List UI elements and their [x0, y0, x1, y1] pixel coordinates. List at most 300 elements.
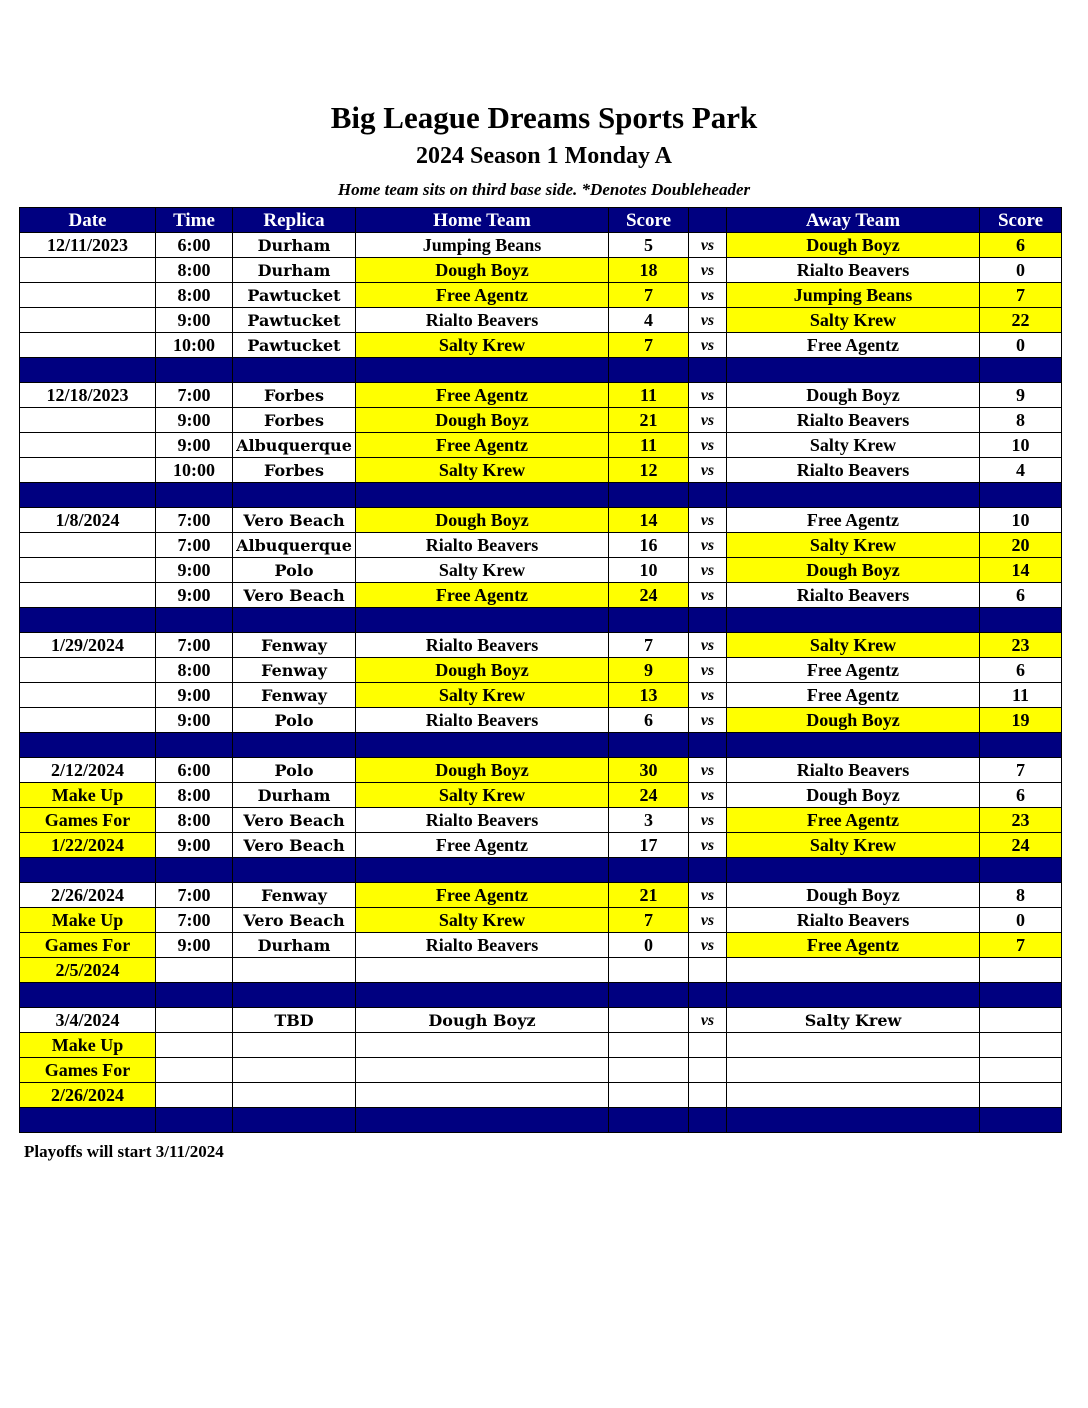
time-cell: 8:00: [156, 283, 233, 308]
separator-cell: [20, 858, 156, 883]
away-team-cell: Rialto Beavers: [727, 258, 980, 283]
away-score-cell: 10: [980, 508, 1062, 533]
separator-cell: [156, 358, 233, 383]
separator-cell: [980, 358, 1062, 383]
away-score-cell: 7: [980, 933, 1062, 958]
home-score-cell: [609, 1083, 689, 1108]
game-row: [20, 1058, 1062, 1083]
home-team-cell: Free Agentz: [356, 283, 609, 308]
time-cell: 9:00: [156, 308, 233, 333]
away-score-cell: 6: [980, 658, 1062, 683]
date-cell: [20, 658, 156, 683]
vs-cell: vs: [689, 283, 727, 308]
date-cell: [20, 308, 156, 333]
game-row: [20, 408, 1062, 433]
time-cell: 6:00: [156, 758, 233, 783]
home-score-cell: 13: [609, 683, 689, 708]
col-header-away-score: Score: [980, 208, 1062, 233]
replica-cell: Vero Beach: [233, 508, 356, 533]
away-team-cell: Salty Krew: [727, 833, 980, 858]
away-team-cell: Rialto Beavers: [727, 908, 980, 933]
away-team-cell: Free Agentz: [727, 808, 980, 833]
game-row: [20, 233, 1062, 258]
separator-cell: [980, 608, 1062, 633]
away-score-cell: 22: [980, 308, 1062, 333]
date-cell: [20, 433, 156, 458]
home-team-cell: [356, 1033, 609, 1058]
game-row: [20, 908, 1062, 933]
away-team-cell: [727, 958, 980, 983]
away-score-cell: 14: [980, 558, 1062, 583]
date-cell: Games For: [20, 808, 156, 833]
replica-cell: Polo: [233, 758, 356, 783]
separator-cell: [609, 858, 689, 883]
game-row: [20, 433, 1062, 458]
separator-cell: [689, 983, 727, 1008]
replica-cell: Fenway: [233, 633, 356, 658]
replica-cell: Forbes: [233, 408, 356, 433]
home-score-cell: 7: [609, 283, 689, 308]
vs-cell: vs: [689, 658, 727, 683]
time-cell: 8:00: [156, 258, 233, 283]
date-cell: 2/12/2024: [20, 758, 156, 783]
date-cell: 2/26/2024: [20, 883, 156, 908]
home-score-cell: 3: [609, 808, 689, 833]
date-cell: Games For: [20, 1058, 156, 1083]
home-score-cell: [609, 1058, 689, 1083]
date-cell: [20, 283, 156, 308]
replica-cell: Durham: [233, 258, 356, 283]
time-cell: 8:00: [156, 783, 233, 808]
separator-cell: [356, 608, 609, 633]
game-row: [20, 283, 1062, 308]
home-score-cell: 14: [609, 508, 689, 533]
schedule-body: [20, 233, 1062, 1133]
home-team-cell: Salty Krew: [356, 783, 609, 808]
replica-cell: TBD: [233, 1008, 356, 1033]
separator-cell: [20, 483, 156, 508]
away-team-cell: Free Agentz: [727, 933, 980, 958]
game-row: [20, 958, 1062, 983]
separator-cell: [233, 483, 356, 508]
separator-cell: [233, 358, 356, 383]
away-team-cell: Dough Boyz: [727, 558, 980, 583]
game-row: [20, 683, 1062, 708]
game-row: [20, 383, 1062, 408]
game-row: [20, 808, 1062, 833]
time-cell: 9:00: [156, 683, 233, 708]
away-score-cell: 20: [980, 533, 1062, 558]
time-cell: 9:00: [156, 708, 233, 733]
home-score-cell: [609, 958, 689, 983]
vs-cell: vs: [689, 708, 727, 733]
date-cell: 12/11/2023: [20, 233, 156, 258]
separator-cell: [233, 858, 356, 883]
away-score-cell: 7: [980, 758, 1062, 783]
date-cell: [20, 258, 156, 283]
away-score-cell: 4: [980, 458, 1062, 483]
col-header-replica: Replica: [233, 208, 356, 233]
home-team-cell: [356, 1083, 609, 1108]
vs-cell: vs: [689, 933, 727, 958]
replica-cell: Pawtucket: [233, 283, 356, 308]
away-score-cell: [980, 1033, 1062, 1058]
away-team-cell: Dough Boyz: [727, 883, 980, 908]
away-score-cell: 0: [980, 908, 1062, 933]
game-row: [20, 883, 1062, 908]
home-score-cell: 21: [609, 408, 689, 433]
vs-cell: vs: [689, 883, 727, 908]
home-score-cell: 17: [609, 833, 689, 858]
away-team-cell: Rialto Beavers: [727, 458, 980, 483]
game-row: [20, 708, 1062, 733]
time-cell: 6:00: [156, 233, 233, 258]
replica-cell: Vero Beach: [233, 908, 356, 933]
week-separator-row: [20, 608, 1062, 633]
date-cell: Make Up: [20, 783, 156, 808]
replica-cell: Vero Beach: [233, 583, 356, 608]
home-score-cell: 0: [609, 933, 689, 958]
time-cell: 7:00: [156, 383, 233, 408]
away-score-cell: 8: [980, 408, 1062, 433]
home-team-cell: Dough Boyz: [356, 658, 609, 683]
page-note: Home team sits on third base side. *Denotes Doubleheader: [337, 180, 751, 199]
separator-cell: [20, 1108, 156, 1133]
time-cell: 8:00: [156, 808, 233, 833]
home-team-cell: Free Agentz: [356, 833, 609, 858]
replica-cell: [233, 958, 356, 983]
away-score-cell: 8: [980, 883, 1062, 908]
home-team-cell: [356, 958, 609, 983]
home-score-cell: 24: [609, 583, 689, 608]
vs-cell: [689, 1058, 727, 1083]
away-team-cell: Free Agentz: [727, 658, 980, 683]
week-separator-row: [20, 358, 1062, 383]
replica-cell: Pawtucket: [233, 333, 356, 358]
date-cell: 2/26/2024: [20, 1083, 156, 1108]
separator-cell: [233, 733, 356, 758]
separator-cell: [609, 1108, 689, 1133]
col-header-time: Time: [156, 208, 233, 233]
away-team-cell: Salty Krew: [727, 433, 980, 458]
away-team-cell: [727, 1033, 980, 1058]
replica-cell: Durham: [233, 933, 356, 958]
home-team-cell: Rialto Beavers: [356, 533, 609, 558]
date-cell: 2/5/2024: [20, 958, 156, 983]
time-cell: 9:00: [156, 433, 233, 458]
home-team-cell: Dough Boyz: [356, 408, 609, 433]
away-team-cell: Dough Boyz: [727, 708, 980, 733]
vs-cell: vs: [689, 558, 727, 583]
replica-cell: Albuquerque: [233, 533, 356, 558]
date-cell: [20, 533, 156, 558]
away-score-cell: [980, 1008, 1062, 1033]
separator-cell: [980, 983, 1062, 1008]
home-score-cell: 21: [609, 883, 689, 908]
separator-cell: [980, 1108, 1062, 1133]
game-row: [20, 558, 1062, 583]
home-score-cell: 7: [609, 333, 689, 358]
separator-cell: [156, 733, 233, 758]
vs-cell: vs: [689, 1008, 727, 1033]
separator-cell: [609, 733, 689, 758]
replica-cell: Fenway: [233, 683, 356, 708]
away-score-cell: 10: [980, 433, 1062, 458]
col-header-away-team: Away Team: [727, 208, 980, 233]
away-team-cell: Dough Boyz: [727, 783, 980, 808]
home-score-cell: 7: [609, 908, 689, 933]
separator-cell: [609, 358, 689, 383]
replica-cell: [233, 1033, 356, 1058]
vs-cell: vs: [689, 808, 727, 833]
vs-cell: vs: [689, 633, 727, 658]
page-title: Big League Dreams Sports Park: [330, 100, 758, 135]
date-cell: Make Up: [20, 1033, 156, 1058]
time-cell: [156, 1083, 233, 1108]
separator-cell: [980, 733, 1062, 758]
home-score-cell: 6: [609, 708, 689, 733]
home-team-cell: Free Agentz: [356, 433, 609, 458]
home-team-cell: Salty Krew: [356, 908, 609, 933]
game-row: [20, 658, 1062, 683]
game-row: [20, 1083, 1062, 1108]
separator-cell: [20, 358, 156, 383]
home-team-cell: Free Agentz: [356, 883, 609, 908]
time-cell: 9:00: [156, 558, 233, 583]
vs-cell: vs: [689, 233, 727, 258]
vs-cell: vs: [689, 433, 727, 458]
replica-cell: Polo: [233, 708, 356, 733]
home-score-cell: 16: [609, 533, 689, 558]
separator-cell: [727, 858, 980, 883]
home-team-cell: Rialto Beavers: [356, 308, 609, 333]
separator-cell: [356, 983, 609, 1008]
separator-cell: [980, 483, 1062, 508]
replica-cell: [233, 1083, 356, 1108]
separator-cell: [156, 483, 233, 508]
replica-cell: Vero Beach: [233, 808, 356, 833]
separator-cell: [609, 983, 689, 1008]
away-team-cell: Salty Krew: [727, 308, 980, 333]
game-row: [20, 783, 1062, 808]
away-score-cell: [980, 958, 1062, 983]
away-team-cell: Salty Krew: [727, 1008, 980, 1033]
separator-cell: [356, 358, 609, 383]
col-header-home-team: Home Team: [356, 208, 609, 233]
time-cell: [156, 958, 233, 983]
col-header-date: Date: [20, 208, 156, 233]
away-score-cell: 11: [980, 683, 1062, 708]
away-score-cell: 0: [980, 333, 1062, 358]
separator-cell: [727, 983, 980, 1008]
home-score-cell: 12: [609, 458, 689, 483]
schedule-table: [19, 207, 1062, 1133]
separator-cell: [20, 733, 156, 758]
time-cell: 7:00: [156, 908, 233, 933]
home-score-cell: 7: [609, 633, 689, 658]
away-score-cell: [980, 1058, 1062, 1083]
home-score-cell: 18: [609, 258, 689, 283]
home-team-cell: Salty Krew: [356, 558, 609, 583]
separator-cell: [156, 858, 233, 883]
vs-cell: [689, 1033, 727, 1058]
replica-cell: Pawtucket: [233, 308, 356, 333]
away-team-cell: Rialto Beavers: [727, 758, 980, 783]
away-team-cell: [727, 1058, 980, 1083]
date-cell: 1/29/2024: [20, 633, 156, 658]
separator-cell: [980, 858, 1062, 883]
separator-cell: [356, 733, 609, 758]
vs-cell: vs: [689, 533, 727, 558]
away-score-cell: 9: [980, 383, 1062, 408]
home-team-cell: Dough Boyz: [356, 258, 609, 283]
home-team-cell: Free Agentz: [356, 583, 609, 608]
home-score-cell: [609, 1008, 689, 1033]
separator-cell: [727, 733, 980, 758]
vs-cell: vs: [689, 458, 727, 483]
page-subtitle: 2024 Season 1 Monday A: [415, 143, 673, 169]
home-team-cell: Rialto Beavers: [356, 808, 609, 833]
time-cell: 7:00: [156, 883, 233, 908]
date-cell: 1/22/2024: [20, 833, 156, 858]
game-row: [20, 308, 1062, 333]
away-team-cell: Free Agentz: [727, 683, 980, 708]
separator-cell: [689, 1108, 727, 1133]
away-team-cell: Free Agentz: [727, 333, 980, 358]
home-team-cell: Salty Krew: [356, 458, 609, 483]
separator-cell: [233, 608, 356, 633]
week-separator-row: [20, 858, 1062, 883]
col-header-vs: [689, 208, 727, 233]
date-cell: [20, 583, 156, 608]
home-score-cell: 24: [609, 783, 689, 808]
separator-cell: [727, 1108, 980, 1133]
separator-cell: [156, 608, 233, 633]
separator-cell: [156, 1108, 233, 1133]
game-row: [20, 933, 1062, 958]
away-team-cell: Salty Krew: [727, 533, 980, 558]
separator-cell: [356, 858, 609, 883]
home-score-cell: 4: [609, 308, 689, 333]
home-score-cell: 11: [609, 433, 689, 458]
away-team-cell: Jumping Beans: [727, 283, 980, 308]
home-score-cell: 10: [609, 558, 689, 583]
vs-cell: vs: [689, 758, 727, 783]
vs-cell: [689, 958, 727, 983]
replica-cell: Forbes: [233, 458, 356, 483]
date-cell: [20, 458, 156, 483]
replica-cell: Fenway: [233, 658, 356, 683]
replica-cell: Polo: [233, 558, 356, 583]
week-separator-row: [20, 733, 1062, 758]
away-score-cell: 24: [980, 833, 1062, 858]
away-team-cell: Dough Boyz: [727, 383, 980, 408]
time-cell: 9:00: [156, 408, 233, 433]
separator-cell: [20, 983, 156, 1008]
home-team-cell: Rialto Beavers: [356, 708, 609, 733]
separator-cell: [233, 1108, 356, 1133]
time-cell: 7:00: [156, 533, 233, 558]
home-score-cell: 5: [609, 233, 689, 258]
week-separator-row: [20, 1108, 1062, 1133]
time-cell: 10:00: [156, 458, 233, 483]
away-score-cell: 6: [980, 783, 1062, 808]
game-row: [20, 1008, 1062, 1033]
away-team-cell: Dough Boyz: [727, 233, 980, 258]
vs-cell: vs: [689, 308, 727, 333]
time-cell: [156, 1008, 233, 1033]
vs-cell: vs: [689, 683, 727, 708]
away-score-cell: 6: [980, 233, 1062, 258]
game-row: [20, 758, 1062, 783]
date-cell: [20, 683, 156, 708]
col-header-home-score: Score: [609, 208, 689, 233]
separator-cell: [689, 733, 727, 758]
time-cell: [156, 1058, 233, 1083]
date-cell: [20, 558, 156, 583]
home-team-cell: Rialto Beavers: [356, 633, 609, 658]
away-team-cell: Rialto Beavers: [727, 583, 980, 608]
date-cell: 3/4/2024: [20, 1008, 156, 1033]
separator-cell: [233, 983, 356, 1008]
away-score-cell: 7: [980, 283, 1062, 308]
game-row: [20, 533, 1062, 558]
home-team-cell: Dough Boyz: [356, 508, 609, 533]
vs-cell: vs: [689, 783, 727, 808]
game-row: [20, 833, 1062, 858]
home-team-cell: Salty Krew: [356, 333, 609, 358]
away-score-cell: 23: [980, 808, 1062, 833]
vs-cell: vs: [689, 383, 727, 408]
replica-cell: Durham: [233, 233, 356, 258]
time-cell: [156, 1033, 233, 1058]
away-score-cell: [980, 1083, 1062, 1108]
replica-cell: Forbes: [233, 383, 356, 408]
away-score-cell: 23: [980, 633, 1062, 658]
time-cell: 8:00: [156, 658, 233, 683]
replica-cell: Fenway: [233, 883, 356, 908]
table-header-row: [20, 208, 1062, 233]
vs-cell: vs: [689, 333, 727, 358]
replica-cell: Durham: [233, 783, 356, 808]
time-cell: 7:00: [156, 633, 233, 658]
away-team-cell: Rialto Beavers: [727, 408, 980, 433]
away-score-cell: 6: [980, 583, 1062, 608]
date-cell: [20, 408, 156, 433]
time-cell: 7:00: [156, 508, 233, 533]
vs-cell: vs: [689, 408, 727, 433]
away-team-cell: Free Agentz: [727, 508, 980, 533]
replica-cell: Vero Beach: [233, 833, 356, 858]
separator-cell: [689, 608, 727, 633]
home-team-cell: Salty Krew: [356, 683, 609, 708]
date-cell: 12/18/2023: [20, 383, 156, 408]
separator-cell: [356, 1108, 609, 1133]
away-score-cell: 0: [980, 258, 1062, 283]
date-cell: 1/8/2024: [20, 508, 156, 533]
separator-cell: [689, 358, 727, 383]
game-row: [20, 633, 1062, 658]
vs-cell: vs: [689, 508, 727, 533]
separator-cell: [727, 483, 980, 508]
away-score-cell: 19: [980, 708, 1062, 733]
date-cell: Make Up: [20, 908, 156, 933]
date-cell: [20, 708, 156, 733]
game-row: [20, 508, 1062, 533]
home-team-cell: Dough Boyz: [356, 1008, 609, 1033]
game-row: [20, 1033, 1062, 1058]
replica-cell: Albuquerque: [233, 433, 356, 458]
